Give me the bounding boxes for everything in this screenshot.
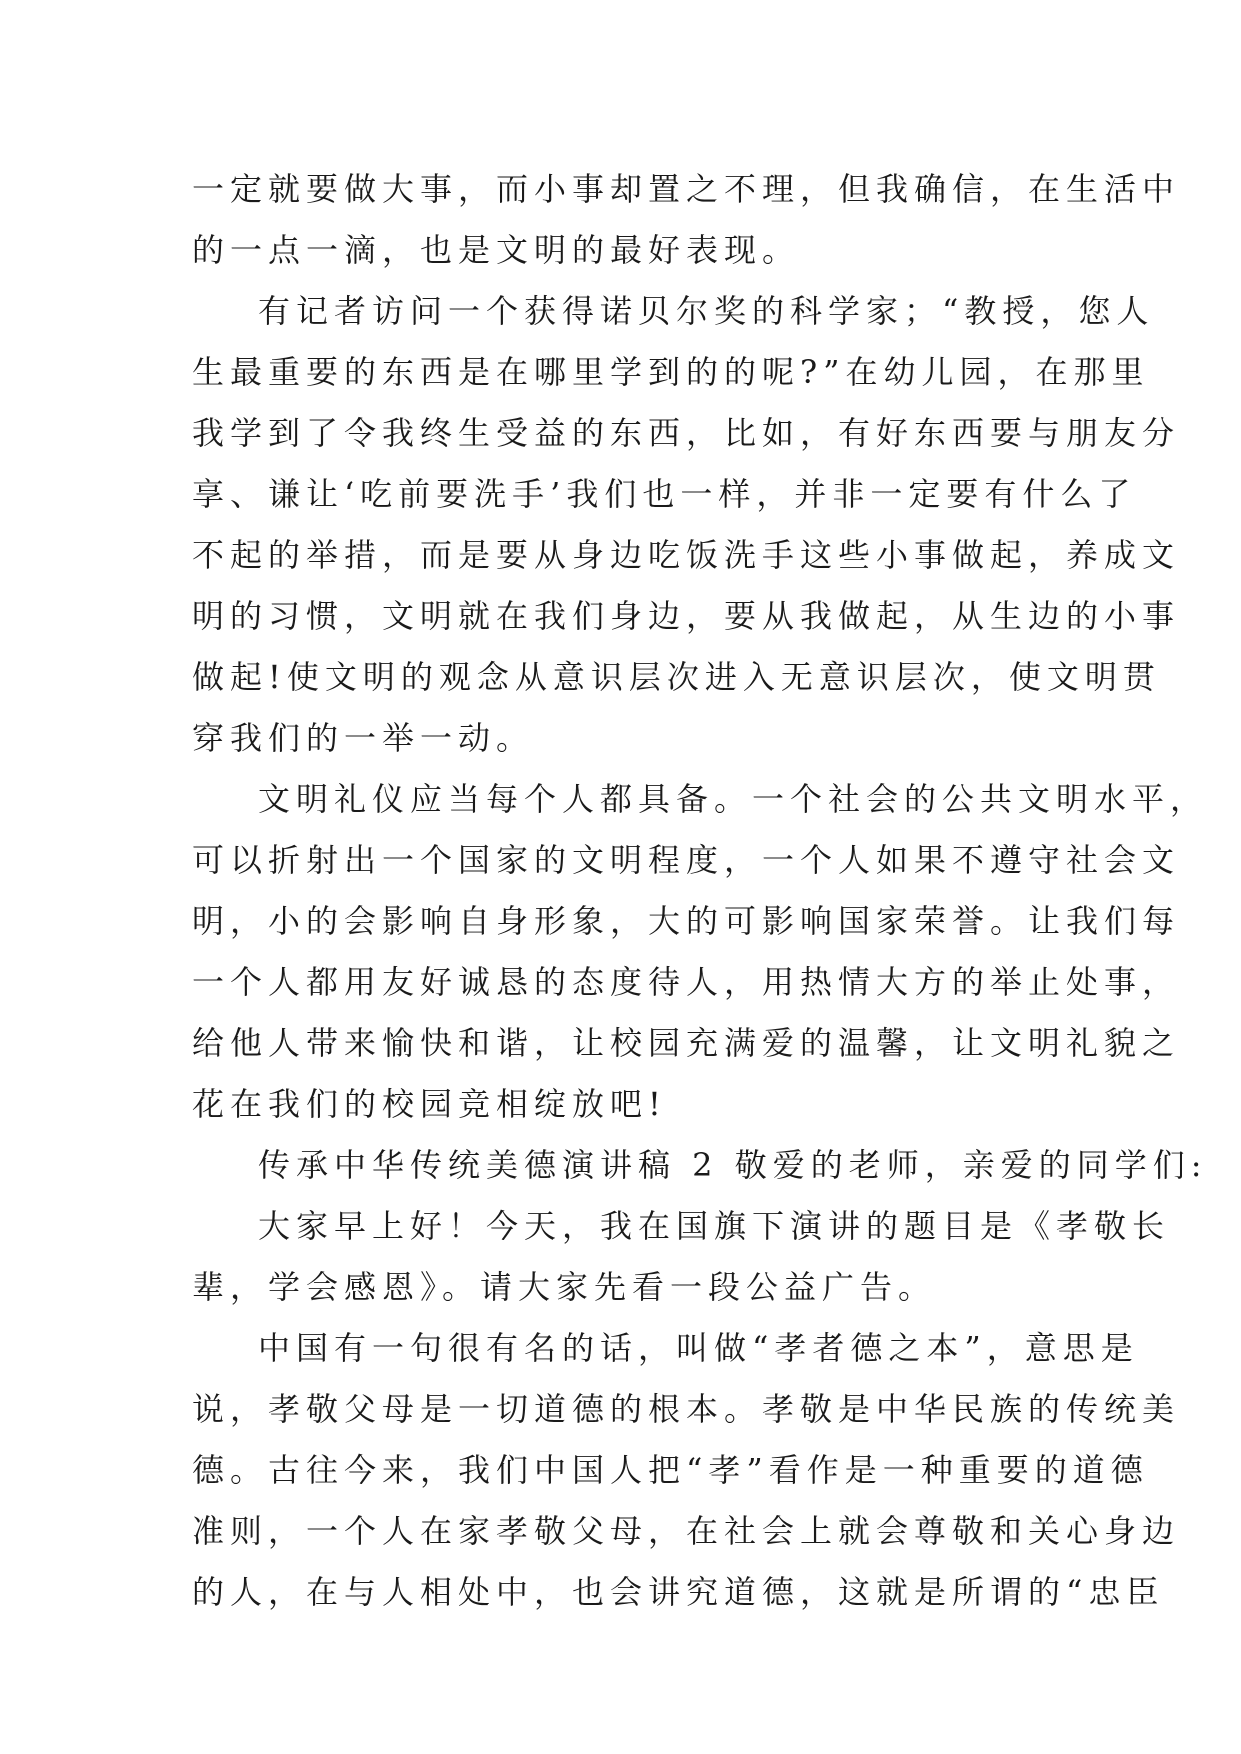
text-line: 的人，在与人相处中，也会讲究道德，这就是所谓的“忠臣 (192, 1573, 1165, 1611)
text-line: 中国有一句很有名的话，叫做“孝者德之本”，意思是 (258, 1329, 1139, 1367)
text-line: 给他人带来愉快和谐，让校园充满爱的温馨，让文明礼貌之 (192, 1024, 1181, 1062)
text-line: 享、谦让‘吃前要洗手’我们也一样，并非一定要有什么了 (192, 475, 1137, 513)
text-line: 传承中华传统美德演讲稿 2 敬爱的老师，亲爱的同学们: (258, 1146, 1208, 1184)
document-body (192, 159, 1209, 1623)
text-line: 文明礼仪应当每个人都具备。一个社会的公共文明水平， (258, 780, 1209, 818)
text-line: 花在我们的校园竞相绽放吧! (192, 1085, 667, 1123)
text-line: 穿我们的一举一动。 (192, 719, 535, 757)
text-line: 一个人都用友好诚恳的态度待人，用热情大方的举止处事， (192, 963, 1181, 1001)
text-line: 准则，一个人在家孝敬父母，在社会上就会尊敬和关心身边 (192, 1512, 1181, 1550)
text-line: 大家早上好！今天，我在国旗下演讲的题目是《孝敬长 (258, 1207, 1171, 1245)
text-line: 说，孝敬父母是一切道德的根本。孝敬是中华民族的传统美 (192, 1390, 1181, 1428)
text-line: 生最重要的东西是在哪里学到的的呢?”在幼儿园，在那里 (192, 353, 1150, 391)
text-line: 不起的举措，而是要从身边吃饭洗手这些小事做起，养成文 (192, 536, 1181, 574)
text-line: 有记者访问一个获得诺贝尔奖的科学家；“教授，您人 (258, 292, 1155, 330)
text-line: 明，小的会影响自身形象，大的可影响国家荣誉。让我们每 (192, 902, 1181, 940)
text-line: 一定就要做大事，而小事却置之不理，但我确信，在生活中 (192, 170, 1181, 208)
text-line: 辈，学会感恩》。请大家先看一段公益广告。 (192, 1268, 937, 1306)
text-line: 德。古往今来，我们中国人把“孝”看作是一种重要的道德 (192, 1451, 1149, 1489)
text-line: 的一点一滴，也是文明的最好表现。 (192, 231, 801, 269)
text-line: 明的习惯，文明就在我们身边，要从我做起，从生边的小事 (192, 597, 1181, 635)
text-line: 可以折射出一个国家的文明程度，一个人如果不遵守社会文 (192, 841, 1181, 879)
text-line: 我学到了令我终生受益的东西，比如，有好东西要与朋友分 (192, 414, 1181, 452)
text-line: 做起!使文明的观念从意识层次进入无意识层次，使文明贯 (192, 658, 1161, 696)
